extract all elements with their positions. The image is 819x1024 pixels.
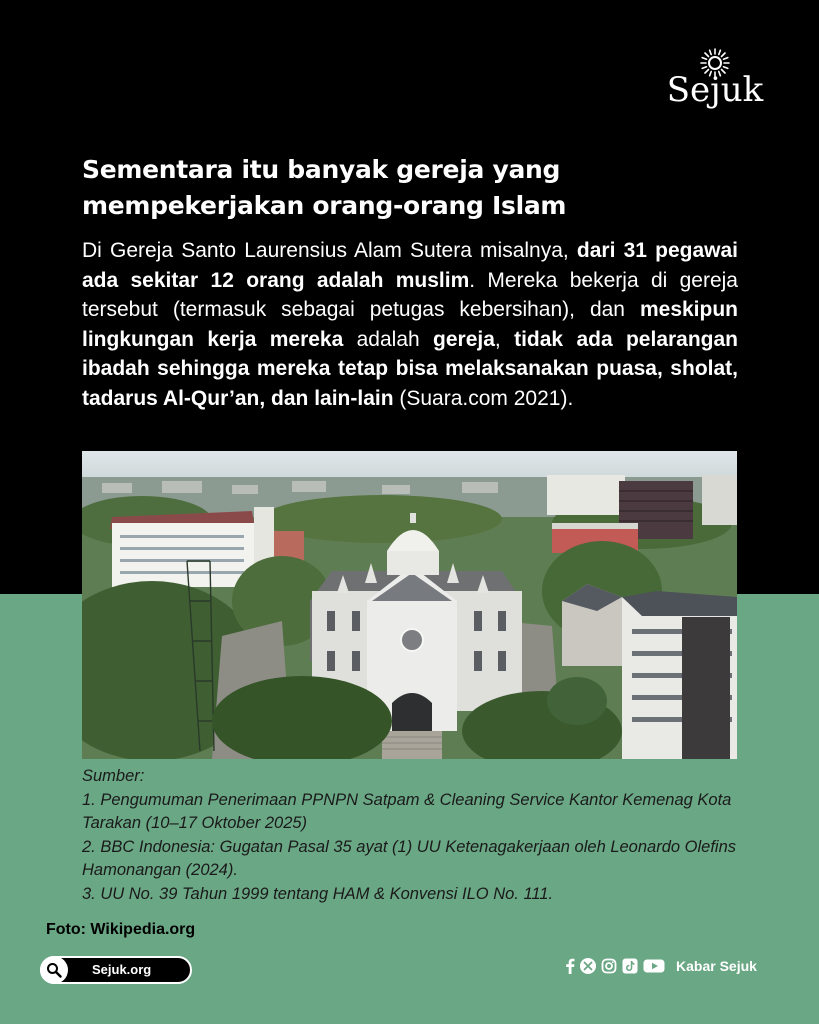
source-item: 1. Pengumuman Penerimaan PPNPN Satpam & Cleaning Service Kantor Kemenag Kota Tarakan (10–17 Oktober 2025): [82, 790, 732, 832]
body-text-bold: dari 31 pegawai ada sekitar 12 orang adalah muslim: [82, 239, 738, 292]
search-icon: [46, 962, 62, 978]
body-text-segment: (Suara.com 2021).: [393, 386, 574, 410]
page-title: Sementara itu banyak gereja yang mempekerjakan orang-orang Islam: [82, 155, 567, 220]
facebook-icon[interactable]: [565, 958, 575, 974]
body-text-bold: gereja: [433, 327, 495, 351]
tiktok-icon[interactable]: [622, 958, 638, 974]
search-icon-badge: [40, 956, 68, 984]
website-label: Sejuk.org: [92, 962, 152, 977]
source-item: 2. BBC Indonesia: Gugatan Pasal 35 ayat (1) UU Ketenagakerjaan oleh Leonardo Olefins Hamonangan (2024).: [82, 837, 736, 879]
body-text-bold: tidak ada pelarangan ibadah sehingga mereka tetap bisa melaksanakan puasa, sholat, tadarus Al-Qur’an, dan lain-lain: [82, 327, 739, 410]
x-icon[interactable]: [580, 958, 596, 974]
sources-section: [82, 765, 742, 906]
sources-heading: Sumber:: [82, 767, 145, 785]
body-text-segment: adalah: [343, 327, 434, 351]
body-text: [82, 236, 738, 413]
church-photo: [82, 451, 737, 759]
social-links: [565, 957, 757, 975]
source-item: 3. UU No. 39 Tahun 1999 tentang HAM & Konvensi ILO No. 111.: [82, 884, 554, 903]
sejuk-logo: [660, 44, 770, 120]
body-text-bold: meskipun lingkungan kerja mereka: [82, 298, 738, 351]
instagram-icon[interactable]: [601, 958, 617, 974]
body-text-segment: . Mereka bekerja di gereja tersebut (termasuk sebagai petugas kebersihan), dan: [82, 268, 738, 321]
logo-wordmark: Sejuk: [666, 70, 764, 110]
body-text-segment: Di Gereja Santo Laurensius Alam Sutera misalnya,: [82, 239, 577, 262]
website-link[interactable]: [40, 956, 192, 984]
social-account-name: Kabar Sejuk: [676, 958, 757, 974]
photo-credit: Foto: Wikipedia.org: [46, 921, 196, 938]
youtube-icon[interactable]: [643, 958, 665, 974]
body-text-segment: ,: [494, 327, 515, 351]
